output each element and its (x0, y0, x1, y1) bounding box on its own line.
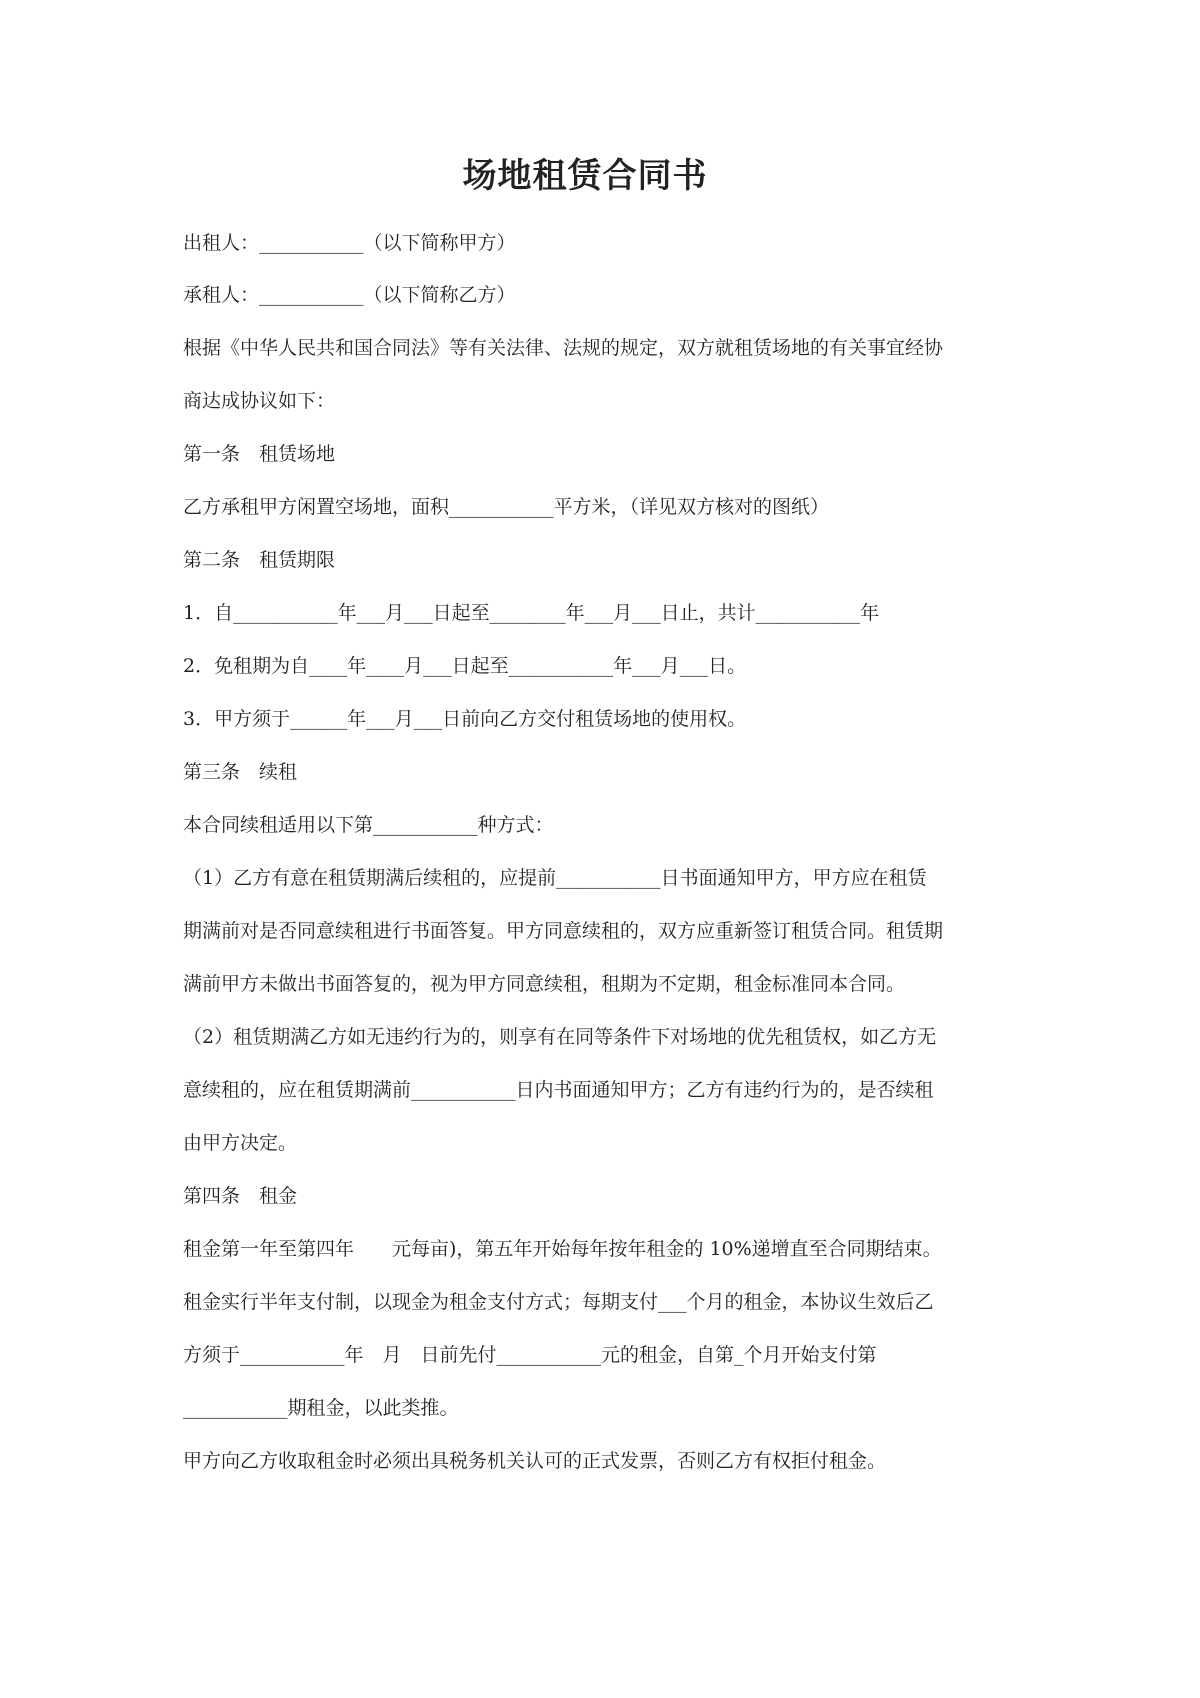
lessor-line: 出租人：___________（以下简称甲方） (183, 232, 516, 254)
article-3-option-1-line-1: （1）乙方有意在租赁期满后续租的，应提前___________日书面通知甲方，甲方应在租赁 (183, 867, 927, 889)
article-2-heading: 第二条 租赁期限 (183, 549, 336, 571)
article-3-option-1-line-3: 满前甲方未做出书面答复的，视为甲方同意续租，租期为不定期，租金标准同本合同。 (183, 973, 906, 995)
article-2-item-1: 1．自___________年___月___日起至________年___月___日止，共计___________年 (183, 602, 880, 624)
article-4-line-3: 方须于___________年 月 日前先付___________元的租金，自第_个月开始支付第 (183, 1344, 877, 1366)
article-3-option-1-line-2: 期满前对是否同意续租进行书面答复。甲方同意续租的，双方应重新签订租赁合同。租赁期 (183, 920, 944, 942)
article-1-body: 乙方承租甲方闲置空场地，面积___________平方米，（详见双方核对的图纸） (183, 496, 830, 518)
article-3-heading: 第三条 续租 (183, 761, 298, 783)
article-4-line-2: 租金实行半年支付制，以现金为租金支付方式；每期支付___个月的租金，本协议生效后乙 (183, 1291, 934, 1313)
lessee-line: 承租人：___________（以下简称乙方） (183, 284, 516, 306)
article-3-option-2-line-1: （2）租赁期满乙方如无违约行为的，则享有在同等条件下对场地的优先租赁权，如乙方无 (183, 1026, 937, 1048)
article-4-line-1: 租金第一年至第四年 元每亩)，第五年开始每年按年租金的 10%递增直至合同期结束。 (183, 1238, 942, 1260)
article-3-option-2-line-3: 由甲方决定。 (183, 1132, 298, 1154)
article-2-item-3: 3．甲方须于______年___月___日前向乙方交付租赁场地的使用权。 (183, 708, 747, 730)
article-3-intro: 本合同续租适用以下第___________种方式： (183, 814, 554, 836)
document-title: 场地租赁合同书 (462, 156, 708, 196)
article-2-item-2: 2．免租期为自____年____月___日起至___________年___月___日。 (183, 655, 747, 677)
preamble-line-1: 根据《中华人民共和国合同法》等有关法律、法规的规定，双方就租赁场地的有关事宜经协 (183, 337, 944, 359)
article-4-line-5: 甲方向乙方收取租金时必须出具税务机关认可的正式发票，否则乙方有权拒付租金。 (183, 1450, 887, 1472)
article-1-heading: 第一条 租赁场地 (183, 443, 336, 465)
article-3-option-2-line-2: 意续租的，应在租赁期满前___________日内书面通知甲方；乙方有违约行为的，是否续租 (183, 1079, 934, 1101)
preamble-line-2: 商达成协议如下： (183, 390, 336, 412)
article-4-line-4: ___________期租金，以此类推。 (183, 1397, 459, 1419)
article-4-heading: 第四条 租金 (183, 1185, 298, 1207)
